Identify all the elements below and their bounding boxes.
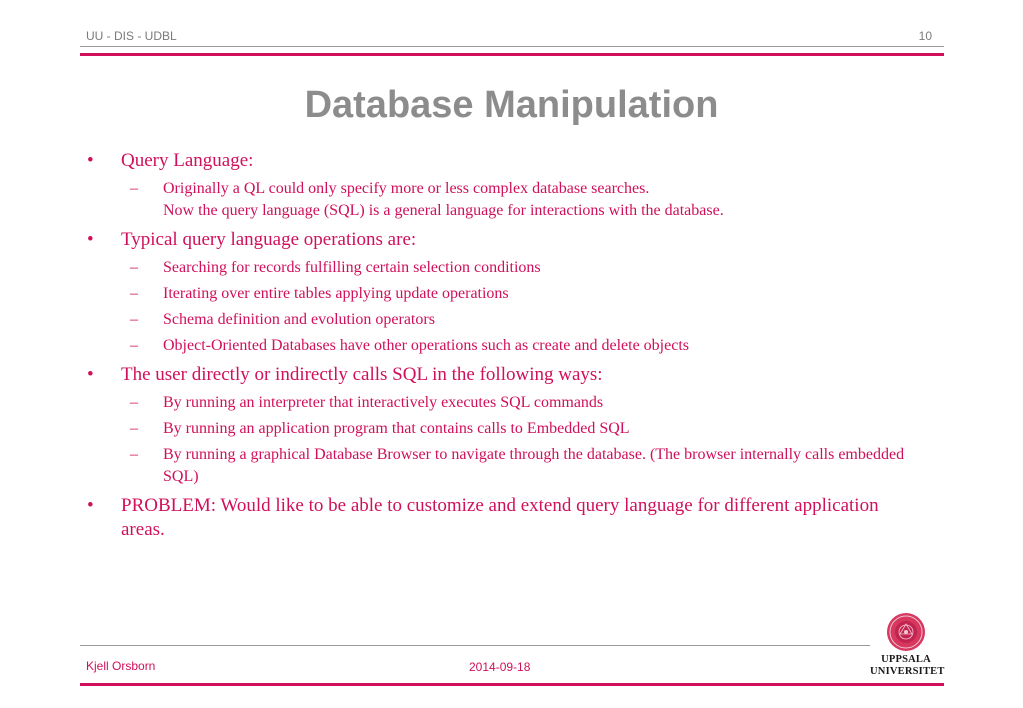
- bullet-dot-icon: •: [87, 364, 94, 385]
- bullet-dot-icon: •: [87, 150, 94, 171]
- sub-item: [86, 257, 916, 279]
- footer-author: Kjell Orsborn: [86, 659, 156, 673]
- bullet-text: Query Language:: [121, 150, 254, 171]
- sub-text: By running an application program that contains calls to Embedded SQL: [163, 420, 630, 437]
- bullet-text: The user directly or indirectly calls SQL in the following ways:: [121, 364, 603, 385]
- dash-icon: –: [130, 259, 138, 276]
- footer-red-rule: [80, 683, 944, 686]
- bullet-text: PROBLEM: Would like to be able to customize and extend query language for different application areas.: [121, 495, 879, 540]
- sub-item: [86, 178, 916, 222]
- sub-text: Searching for records fulfilling certain selection conditions: [163, 259, 541, 276]
- bullet-item: [86, 363, 916, 387]
- bullet-text: Typical query language operations are:: [121, 229, 417, 250]
- sub-text: By running a graphical Database Browser to navigate through the database. (The browser internally calls embedded SQL): [163, 446, 905, 485]
- bullet-item: [86, 494, 916, 542]
- header-grey-rule: [80, 46, 944, 47]
- dash-icon: –: [130, 337, 138, 354]
- university-logo: [870, 612, 945, 678]
- sub-text: Schema definition and evolution operators: [163, 311, 435, 328]
- dash-icon: –: [130, 180, 138, 197]
- sub-text: By running an interpreter that interactively executes SQL commands: [163, 394, 604, 411]
- dash-icon: –: [130, 311, 138, 328]
- seal-icon: [886, 612, 926, 652]
- sub-text: Originally a QL could only specify more or less complex database searches.: [163, 180, 650, 197]
- sub-item: [86, 418, 916, 440]
- bullet-item: [86, 149, 916, 173]
- footer-date: 2014-09-18: [469, 660, 531, 674]
- sub-text: Iterating over entire tables applying update operations: [163, 285, 509, 302]
- sub-text: Object-Oriented Databases have other operations such as create and delete objects: [163, 337, 689, 354]
- sub-text-continued: Now the query language (SQL) is a general language for interactions with the database.: [163, 202, 724, 219]
- logo-line-uppsala: UPPSALA: [881, 654, 931, 665]
- bullet-item: [86, 228, 916, 252]
- dash-icon: –: [130, 394, 138, 411]
- page-number: 10: [918, 29, 932, 43]
- bullet-dot-icon: •: [87, 495, 94, 516]
- sub-item: [86, 309, 916, 331]
- bullet-dot-icon: •: [87, 229, 94, 250]
- logo-line-universitet: UNIVERSITET: [870, 666, 945, 677]
- sub-item: [86, 283, 916, 305]
- dash-icon: –: [130, 285, 138, 302]
- sub-item: [86, 392, 916, 414]
- logo-text: [870, 654, 945, 678]
- dash-icon: –: [130, 420, 138, 437]
- slide-title: Database Manipulation: [304, 84, 719, 126]
- footer-grey-rule: [80, 645, 870, 646]
- sub-item: [86, 335, 916, 357]
- sub-item: [86, 444, 916, 488]
- header-left-text: UU - DIS - UDBL: [86, 29, 177, 43]
- header-red-rule: [80, 53, 944, 56]
- dash-icon: –: [130, 446, 138, 463]
- slide-body: [86, 149, 916, 542]
